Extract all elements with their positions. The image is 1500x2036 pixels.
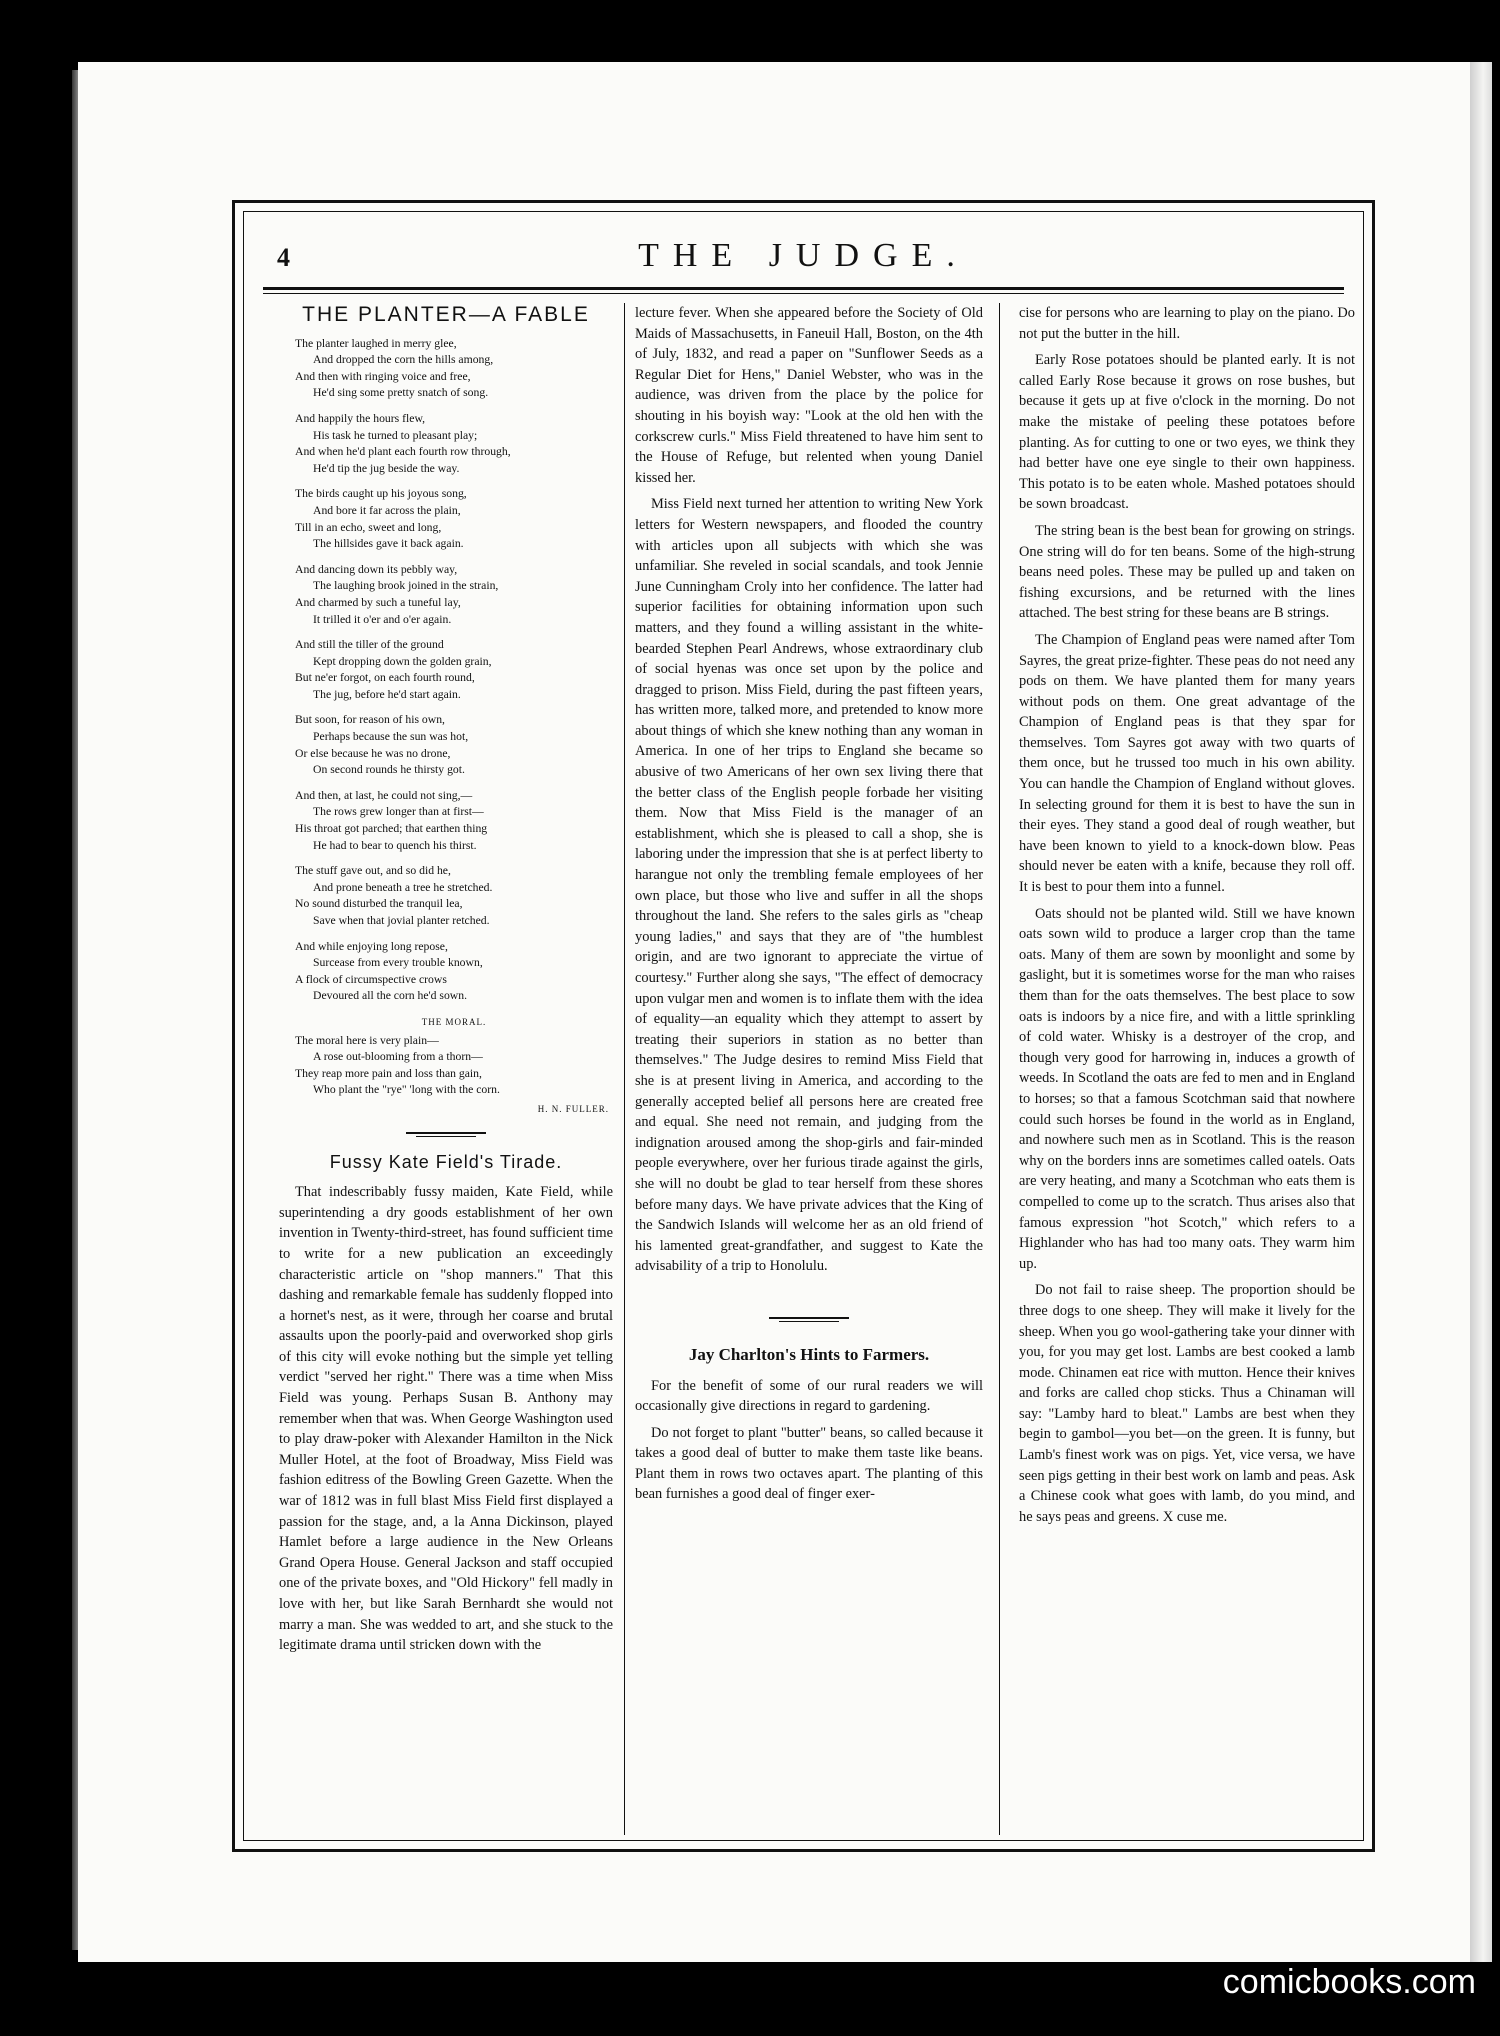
poem-line: And while enjoying long repose, <box>295 939 448 953</box>
poem-line: They reap more pain and loss than gain, <box>295 1066 482 1080</box>
poem-author: H. N. FULLER. <box>537 1103 609 1114</box>
moral-heading: THE MORAL. <box>421 1016 487 1027</box>
page-frame <box>232 200 1375 1852</box>
poem-line: Kept dropping down the golden grain, <box>313 654 492 668</box>
poem-line: On second rounds he thirsty got. <box>313 763 465 777</box>
article-paragraph: The string bean is the best bean for growing on strings. One string will do for ten beans. Some of the high-strung beans need poles. These may be pulled up and taken on fishing excursions, and be returned with the lines attached. The best string for these beans are B strings. <box>1019 522 1355 622</box>
poem-line: No sound disturbed the tranquil lea, <box>295 897 463 911</box>
article-paragraph: For the benefit of some of our rural readers we will occasionally give directions in regard to gardening. <box>635 1377 983 1415</box>
article-paragraph: Early Rose potatoes should be planted early. It is not called Early Rose because it grows on rose bushes, but because it gets up at five o'clock in the morning. Do not make the mistake of peeling these potatoes before planting. As for cutting to one or two eyes, we think they had better have one eye single to their own happiness. This potato is to be eaten whole. Mashed potatoes should be sown broadcast. <box>1019 352 1355 513</box>
poem-line: But ne'er forgot, on each fourth round, <box>295 671 475 685</box>
poem-line: Or else because he was no drone, <box>295 746 451 760</box>
poem-line: The hillsides gave it back again. <box>313 537 464 551</box>
poem-stanza <box>295 939 613 1005</box>
poem-line: His throat got parched; that earthen thing <box>295 822 488 836</box>
poem-line: Who plant the "rye" 'long with the corn. <box>313 1083 500 1097</box>
poem-stanza <box>295 637 613 703</box>
poem-line: Till in an echo, sweet and long, <box>295 520 442 534</box>
poem-stanza <box>295 788 613 854</box>
poem-body <box>295 336 613 1118</box>
poem-line: And dropped the corn the hills among, <box>313 353 494 367</box>
article-paragraph: The Champion of England peas were named after Tom Sayres, the great prize-fighter. These peas do not need any pods on them. We have planted them for many years without pods on them. One great advantage of the Champion of England peas is that they spar for themselves. Tom Sayres got away with two quarts of them once, but he trussed too much in his own ability. You can handle the Champion of England without gloves. In selecting ground for them it is best to have the sun in their eyes. They stand a good deal of rough weather, but have been known to yield to a knock-down blow. Peas should never be eaten with a knife, because they roll off. It is best to pour them into a funnel. <box>1019 631 1355 896</box>
poem-line: But soon, for reason of his own, <box>295 713 445 727</box>
poem-line: The stuff gave out, and so did he, <box>295 864 451 878</box>
poem-line: Devoured all the corn he'd sown. <box>313 989 467 1003</box>
poem-line: And then, at last, he could not sing,— <box>295 788 473 802</box>
poem-stanza <box>295 336 613 402</box>
article-paragraph: That indescribably fussy maiden, Kate Field, while superintending a dry goods establishment of her own invention in Twenty-third-street, has found sufficient time to write for a new publication an exceedingly characteristic article on "shop manners." That this dashing and remarkable female has suddenly flopped into a hornet's nest, as it were, through her coarse and brutal assaults upon the poorly-paid and overworked shop girls of this city will evoke nothing but the simple yet telling verdict "served her right." There was a time when Miss Field was young. Perhaps Susan B. Anthony may remember when that was. When George Washington used to play draw-poker with Alexander Hamilton in the Nick Muller Hotel, at the foot of Broadway, Miss Field was fashion editress of the Bowling Green Gazette. When the war of 1812 was in full blast Miss Field first displayed a passion for the stage, and, a la Anna Dickinson, played Hamlet before a large audience in the New Orleans Grand Opera House. General Jackson and staff occupied one of the private boxes, and "Old Hickory" fell madly in love with her, but like Sarah Bernhardt she would not marry a man. She was wedded to art, and she stuck to the legitimate drama until stricken down with the <box>279 1184 613 1654</box>
poem-line: It trilled it o'er and o'er again. <box>313 612 452 626</box>
column-1 <box>279 303 613 1835</box>
article-title: Jay Charlton's Hints to Farmers. <box>688 1344 930 1364</box>
poem-line: The jug, before he'd start again. <box>313 687 461 701</box>
section-divider <box>406 1132 486 1138</box>
masthead-rule-thin <box>263 293 1344 294</box>
poem-line: He'd sing some pretty snatch of song. <box>313 386 489 400</box>
poem-line: Save when that jovial planter retched. <box>313 914 490 927</box>
poem-line: And charmed by such a tuneful lay, <box>295 595 461 609</box>
column-3 <box>1019 303 1355 1835</box>
poem-stanza <box>295 486 613 552</box>
poem-line: He'd tip the jug beside the way. <box>313 461 460 475</box>
page-number: 4 <box>277 243 290 272</box>
page-edge <box>1470 62 1492 1962</box>
column-rule <box>999 303 1000 1835</box>
column-2 <box>635 303 983 1835</box>
poem-line: A flock of circumspective crows <box>295 972 447 986</box>
article-paragraph: Miss Field next turned her attention to writing New York letters for Western newspapers, and flooded the country with articles upon all subjects with which she was unfamiliar. She reveled in social scandals, and took Jennie June Cunningham Croly into her confidence. The latter had superior facilities for obtaining information upon such matters, and they found a willing assistant in the white-bearded Stephen Pearl Andrews, whose extraordinary club of social hyenas was once set upon by the police and dragged to prison. Miss Field, during the past fifteen years, has written more, talked more, and pretended to know more about things of which she knew nothing than any woman in America. In one of her trips to England she became so abusive of two Americans of her own sex living there that the better class of the English people forbade her visiting them. Now that Miss Field is the manager of an establishment, which she is pleased to call a shop, she is laboring under the impression that she is at perfect liberty to harangue not only the trembling female employees of her own place, but those who live and suffer in all the shops throughout the land. She refers to the sales girls as "cheap young ladies," and says that they are of "the humblest origin, and are two ignorant to appreciate the virtue of courtesy." Further along she says, "The effect of democracy upon vulgar men and women is to inflate them with the idea of equality—an equality which they attempt to assert by treating their superiors in station as no better than themselves." The Judge desires to remind Miss Field that she is at present living in America, and according to the generally accepted belief all persons here are created free and equal. She need not remain, and judging from the indignation aroused among the shop-girls and fair-minded people everywhere, over her furious tirade against the girls, she will no doubt be glad to tear herself from these shores before many days. We have private advices that the King of the Sandwich Islands will welcome her as an old friend of his lamented great-grandfather, and suggest to Kate the advisability of a trip to Honolulu. <box>635 496 983 1275</box>
poem-stanza <box>295 712 613 778</box>
poem-stanza <box>295 411 613 477</box>
poem-line: Perhaps because the sun was hot, <box>313 730 469 744</box>
poem-line: And dancing down its pebbly way, <box>295 562 458 576</box>
poem-line: And happily the hours flew, <box>295 411 426 425</box>
poem-line: And still the tiller of the ground <box>295 638 444 652</box>
poem-line: The moral here is very plain— <box>295 1033 439 1047</box>
article-paragraph: lecture fever. When she appeared before the Society of Old Maids of Massachusetts, in Faneuil Hall, Boston, on the 4th of July, 1832, and read a paper on "Sunflower Seeds as a Regular Diet for Hens," Daniel Webster, who was in the audience, was driven from the place by the police for shouting in his boyish way: "Look at the old hen with the corkscrew curls." Miss Field threatened to have him sent to the House of Refuge, but relented when young Daniel kissed her. <box>635 305 983 486</box>
poem-title: THE PLANTER—A FABLE <box>302 303 590 326</box>
poem-line: And when he'd plant each fourth row through, <box>295 445 511 459</box>
poem-line: Surcease from every trouble known, <box>313 956 483 970</box>
article-paragraph: cise for persons who are learning to play on the piano. Do not put the butter in the hill. <box>1019 305 1355 342</box>
masthead-title: THE JUDGE. <box>638 237 969 274</box>
article-paragraph: Oats should not be planted wild. Still we have known oats sown wild to produce a larger crop than the tame oats. Many of them are sown by moonlight and some by gaslight, but it is sometimes worse for the man who raises them than for the oats themselves. The best place to sow oats is indoors by a nice fire, and with a little sprinkling of cold water. Whisky is a destroyer of the crop, and though very good for harrowing in, induces a growth of weeds. In Scotland the oats are fed to men and in England to horses; so that a famous Scotchman said that nowhere could such horses be found in the world as in England, and nowhere such men as in Scotland. This is the reason why on the borders inns are sometimes called oatels. Oats are very heating, and many a Scotchman who eats them is compelled to come up to the scratch. Thus arises also that famous expression "hot Scotch," which refers to a Highlander who has had too many oats. They warm him up. <box>1019 905 1355 1272</box>
poem-line: The birds caught up his joyous song, <box>295 487 467 501</box>
column-rule <box>624 303 625 1835</box>
poem-line: A rose out-blooming from a thorn— <box>313 1050 483 1064</box>
poem-line: The rows grew longer than at first— <box>313 805 484 819</box>
poem-line: And then with ringing voice and free, <box>295 369 471 383</box>
poem-line: And bore it far across the plain, <box>313 503 461 517</box>
poem-line: The planter laughed in merry glee, <box>295 336 457 350</box>
watermark: comicbooks.com <box>1222 1963 1476 2001</box>
article-title: Fussy Kate Field's Tirade. <box>329 1151 563 1172</box>
poem-stanza <box>295 863 613 929</box>
poem-line: He had to bear to quench his thirst. <box>313 838 477 852</box>
poem-line: His task he turned to pleasant play; <box>313 428 478 442</box>
section-divider <box>769 1317 849 1323</box>
poem-stanza <box>295 562 613 628</box>
masthead-rule <box>263 287 1344 290</box>
article-paragraph: Do not forget to plant "butter" beans, so called because it takes a good deal of butter to make them taste like beans. Plant them in rows two octaves apart. The planting of this bean furnishes a good deal of finger exer- <box>635 1424 983 1503</box>
article-paragraph: Do not fail to raise sheep. The proportion should be three dogs to one sheep. They will make it lively for the sheep. When you go wool-gathering take your dinner with you, for you may get lost. Lambs are best cooked a lamb mode. Chinamen eat rice with mutton. Hence their knives and forks are called chop sticks. Thus a Chinaman will say: "Lamby hard to bleat." Lambs are best when they begin to gambol—you bet—on the green. It is funny, but Lamb's finest work was on pigs. Yet, vice versa, we have seen pigs getting in their best work on lamb and peas. Ask a Chinese cook what goes with lamb, do you mind, and he says peas and greens. X cuse me. <box>1019 1282 1355 1525</box>
poem-line: And prone beneath a tree he stretched. <box>313 880 493 894</box>
poem-line: The laughing brook joined in the strain, <box>313 579 499 593</box>
